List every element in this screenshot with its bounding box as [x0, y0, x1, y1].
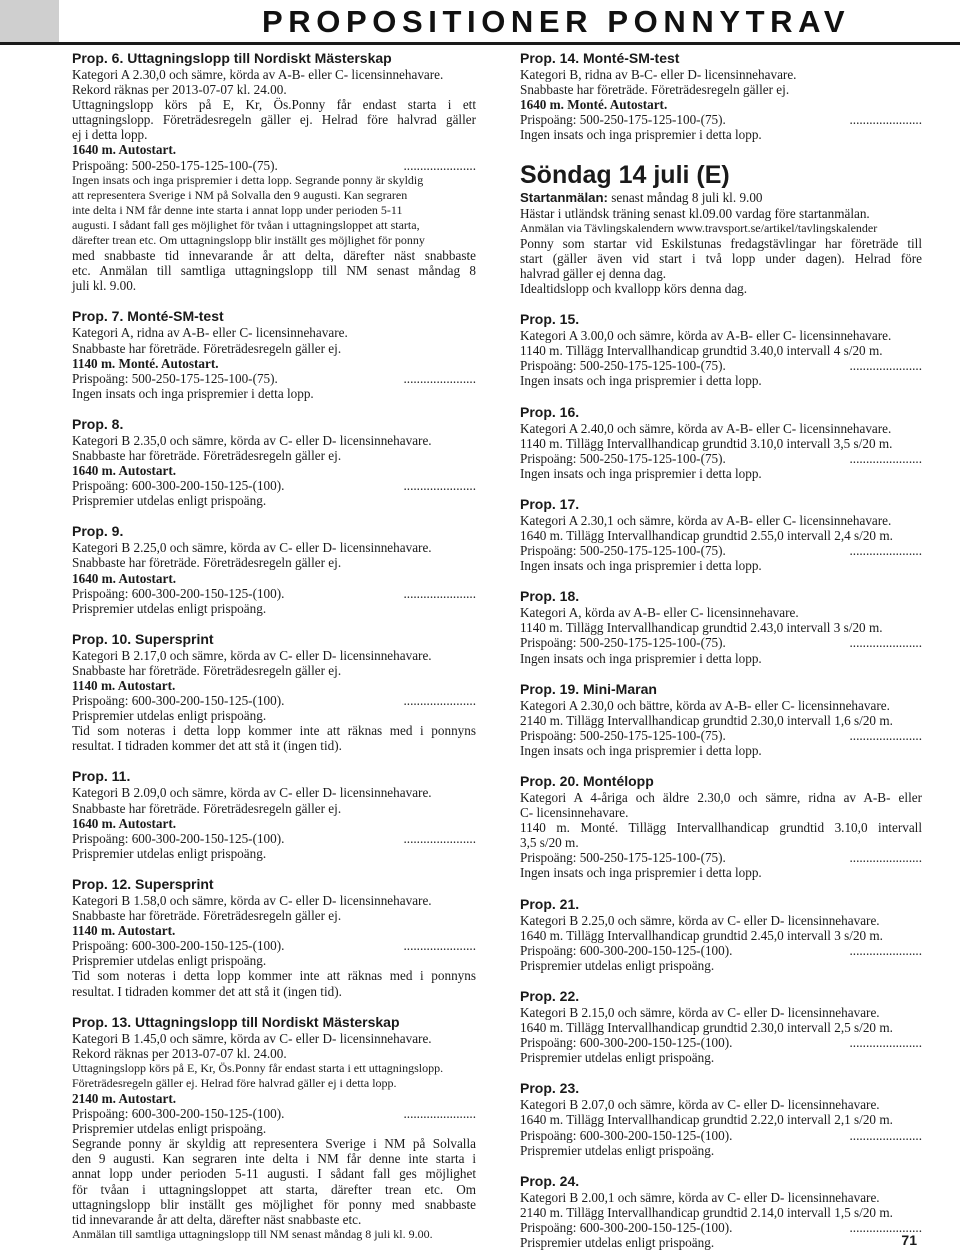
prop-line: Kategori A 2.30,0 och sämre, körda av A-B- eller C- licensinnehavare.: [72, 67, 444, 82]
prop-distance: 1640 m. Autostart.: [72, 142, 177, 158]
prizes-text: Prispoäng: 600-300-200-150-125-(100).: [72, 585, 285, 601]
prop-line: uttagningslopp blir inställt ges möjlighet för ponny med snabbaste: [72, 1196, 476, 1212]
prop-22: [520, 988, 922, 1065]
dots-leader: ......................: [403, 830, 476, 846]
prop-prizes: [520, 1035, 922, 1050]
prop-line: etc. Anmälan till samtliga uttagningslopp till NM senast måndag 8: [72, 263, 476, 279]
prop-line: Prispremier utdelas enligt prispoäng.: [72, 953, 267, 969]
prop-line: Ingen insats och inga prispremier i detta lopp.: [520, 373, 762, 389]
prop-title: Prop. 23.: [520, 1080, 580, 1097]
dots-leader: ......................: [849, 727, 922, 743]
prop-line: augusti. I sådant fall ges möjlighet för tvåan i uttagningsloppet att starta,: [72, 217, 420, 232]
prop-line: Uttagningslopp körs på E, Kr, Ös.Ponny får endast starta i ett: [72, 97, 476, 113]
prop-15: [520, 311, 922, 388]
prop-line: C- licensinnehavare.: [520, 805, 629, 821]
prop-line: Kategori A 2.40,0 och sämre, körda av A-B- eller C- licensinnehavare.: [520, 420, 892, 436]
prop-prizes: [72, 938, 476, 953]
race-day-line: Anmälan via Tävlingskalendern www.travsport.se/artikel/tavlingskalender: [520, 220, 878, 235]
prop-line: 1140 m. Tillägg Intervallhandicap grundtid 2.43,0 intervall 3 s/20 m.: [520, 620, 883, 636]
prop-title: Prop. 8.: [72, 415, 124, 432]
prop-line: Kategori B 2.25,0 och sämre, körda av C- eller D- licensinnehavare.: [520, 912, 880, 928]
right-column: [520, 50, 922, 1250]
prizes-text: Prispoäng: 600-300-200-150-125-(100).: [72, 478, 285, 494]
prop-line: 1640 m. Tillägg Intervallhandicap grundtid 2.45,0 intervall 3 s/20 m.: [520, 927, 883, 943]
prop-20: [520, 773, 922, 881]
prop-line: Kategori B 2.00,1 och sämre, körda av C- eller D- licensinnehavare.: [520, 1189, 880, 1205]
prop-prizes: [72, 831, 476, 846]
prop-distance: 1640 m. Monté. Autostart.: [520, 97, 668, 113]
dots-leader: ......................: [403, 585, 476, 601]
prop-prizes: [520, 850, 922, 865]
prop-title: Prop. 10. Supersprint: [72, 630, 214, 647]
prop-title: Prop. 16.: [520, 403, 580, 420]
race-day-line: start (gäller även vid start i två lopp under dagen). Helrad före: [520, 250, 922, 266]
prop-title: Prop. 11.: [72, 768, 131, 785]
prop-line: uttagningslopp. Företrädesregeln gäller ej. Helrad före halvrad gäller: [72, 112, 476, 128]
prop-line: Segrande ponny är skyldig att representera Sverige i NM på Solvalla: [72, 1136, 476, 1152]
dots-leader: ......................: [849, 1219, 922, 1235]
race-day-line: Hästar i utländsk träning senast kl.09.00 vardag före startanmälan.: [520, 205, 870, 221]
prop-11: [72, 768, 476, 860]
dots-leader: ......................: [849, 850, 922, 866]
prop-line: inte delta i NM får denne inte starta i annat lopp under perioden 5-11: [72, 202, 403, 217]
dots-leader: ......................: [849, 450, 922, 466]
prop-line: Kategori B 2.15,0 och sämre, körda av C- eller D- licensinnehavare.: [520, 1004, 880, 1020]
prop-line: Prispremier utdelas enligt prispoäng.: [72, 1121, 267, 1137]
prop-16: [520, 404, 922, 481]
prop-line: 1640 m. Tillägg Intervallhandicap grundtid 2.22,0 intervall 2,1 s/20 m.: [520, 1112, 893, 1128]
prop-line: Kategori B 2.07,0 och sämre, körda av C- eller D- licensinnehavare.: [520, 1097, 880, 1113]
prop-line: Ingen insats och inga prispremier i detta lopp.: [520, 650, 762, 666]
prop-line: Snabbaste har företräde. Företrädesregeln gäller ej.: [72, 662, 342, 678]
prop-line: Ingen insats och inga prispremier i detta lopp.: [520, 558, 762, 574]
prop-line: 2140 m. Tillägg Intervallhandicap grundtid 2.30,0 intervall 1,6 s/20 m.: [520, 712, 893, 728]
prop-line: Kategori B, ridna av B-C- eller D- licensinnehavare.: [520, 67, 797, 82]
dots-leader: ......................: [403, 478, 476, 494]
prop-line: Kategori A 2.30,1 och sämre, körda av A-B- eller C- licensinnehavare.: [520, 512, 892, 528]
prizes-text: Prispoäng: 600-300-200-150-125-(100).: [72, 830, 285, 846]
prop-distance: 1140 m. Autostart.: [72, 678, 176, 693]
prop-line: Kategori A, körda av A-B- eller C- licensinnehavare.: [520, 605, 799, 621]
prop-line: resultat. I tidraden kommer det att stå it (ingen tid).: [72, 738, 342, 754]
dots-leader: ......................: [403, 693, 476, 709]
dots-leader: ......................: [403, 1106, 476, 1122]
prizes-text: Prispoäng: 600-300-200-150-125-(100).: [72, 938, 285, 954]
prop-line: Prispremier utdelas enligt prispoäng.: [72, 493, 267, 509]
dots-leader: ......................: [849, 358, 922, 374]
prop-21: [520, 896, 922, 973]
startanmalan-value: senast måndag 8 juli kl. 9.00: [607, 190, 763, 206]
prizes-text: Prispoäng: 500-250-175-125-100-(75).: [520, 543, 726, 559]
prizes-text: Prispoäng: 600-300-200-150-125-(100).: [72, 693, 285, 709]
prop-title: Prop. 17.: [520, 495, 580, 512]
race-day-line: Ponny som startar vid Eskilstunas fredagstävlingar har företräde till: [520, 235, 922, 251]
prop-title: Prop. 14. Monté-SM-test: [520, 50, 680, 66]
prizes-text: Prispoäng: 500-250-175-125-100-(75).: [520, 635, 726, 651]
prop-line: Kategori B 1.45,0 och sämre, körda av C- eller D- licensinnehavare.: [72, 1030, 432, 1046]
prop-prizes: [520, 1220, 922, 1235]
prop-23: [520, 1080, 922, 1157]
prop-line: Kategori B 2.09,0 och sämre, körda av C- eller D- licensinnehavare.: [72, 785, 432, 801]
prop-line: den 9 augusti. Kan segraren inte delta i NM får denne inte starta i: [72, 1151, 476, 1167]
prop-line: Prispremier utdelas enligt prispoäng.: [520, 1234, 715, 1250]
header-rule: [0, 42, 960, 45]
prop-line: Kategori A 4-åriga och äldre 2.30,0 och sämre, ridna av A-B- eller: [520, 790, 922, 805]
prop-line: Prispremier utdelas enligt prispoäng.: [72, 708, 267, 724]
prop-distance: 1140 m. Monté. Autostart.: [72, 355, 219, 371]
prop-line: Anmälan till samtliga uttagningslopp till NM senast måndag 8 juli kl. 9.00.: [72, 1226, 433, 1241]
prop-line: därefter trean etc. Om uttagningslopp blir inställt ges möjlighet för ponny: [72, 233, 425, 248]
prop-prizes: [520, 1128, 922, 1143]
prop-12: [72, 876, 476, 999]
prop-distance: 1640 m. Autostart.: [72, 570, 177, 586]
prizes-text: Prispoäng: 500-250-175-125-100-(75).: [520, 358, 726, 374]
dots-leader: ......................: [849, 942, 922, 958]
race-day-block: [520, 160, 922, 296]
prop-title: Prop. 19. Mini-Maran: [520, 680, 657, 697]
prop-line: 1140 m. Monté. Tillägg Intervallhandicap grundtid 3.10,0 intervall: [520, 820, 922, 836]
prop-line: Ingen insats och inga prispremier i detta lopp. Segrande ponny är skyldig: [72, 172, 424, 187]
dots-leader: ......................: [849, 543, 922, 559]
prop-prizes: [72, 1106, 476, 1121]
prop-prizes: [520, 451, 922, 466]
prop-line: Kategori B 2.35,0 och sämre, körda av C- eller D- licensinnehavare.: [72, 432, 432, 448]
prop-distance: 1640 m. Autostart.: [72, 815, 177, 831]
prizes-text: Prispoäng: 600-300-200-150-125-(100).: [520, 1219, 733, 1235]
dots-leader: ......................: [849, 1035, 922, 1051]
prop-title: Prop. 24.: [520, 1172, 580, 1189]
prop-line: Rekord räknas per 2013-07-07 kl. 24.00.: [72, 82, 287, 98]
prop-line: tid innevarande år att delta, därefter näst snabbaste etc.: [72, 1211, 362, 1227]
prop-prizes: [520, 112, 922, 127]
prop-title: Prop. 13. Uttagningslopp till Nordiskt Mästerskap: [72, 1013, 400, 1030]
prop-line: Ingen insats och inga prispremier i detta lopp.: [72, 385, 314, 401]
prop-13: [72, 1014, 476, 1242]
prop-title: Prop. 7. Monté-SM-test: [72, 308, 224, 325]
prop-line: 1640 m. Tillägg Intervallhandicap grundtid 2.30,0 intervall 2,5 s/20 m.: [520, 1020, 893, 1036]
prop-title: Prop. 20. Montélopp: [520, 773, 654, 789]
prop-8: [72, 416, 476, 508]
prizes-text: Prispoäng: 500-250-175-125-100-(75).: [520, 727, 726, 743]
prop-line: Ingen insats och inga prispremier i detta lopp.: [520, 465, 762, 481]
dots-leader: ......................: [403, 157, 476, 173]
prop-10: [72, 631, 476, 754]
dots-leader: ......................: [403, 370, 476, 386]
prop-title: Prop. 12. Supersprint: [72, 875, 214, 892]
prop-line: Snabbaste har företräde. Företrädesregeln gäller ej.: [72, 800, 342, 816]
prop-17: [520, 496, 922, 573]
prop-prizes: [72, 586, 476, 601]
prizes-text: Prispoäng: 600-300-200-150-125-(100).: [520, 1127, 733, 1143]
prop-prizes: [72, 478, 476, 493]
prop-line: Kategori B 2.17,0 och sämre, körda av C- eller D- licensinnehavare.: [72, 647, 432, 663]
prop-line: att representera Sverige i NM på Solvalla den 9 augusti. Kan segraren: [72, 187, 408, 202]
prop-line: Företrädesregeln gäller ej. Helrad före halvrad gäller ej i detta lopp.: [72, 1075, 397, 1090]
prop-line: 1140 m. Tillägg Intervallhandicap grundtid 3.40,0 intervall 4 s/20 m.: [520, 343, 883, 359]
prop-line: Prispremier utdelas enligt prispoäng.: [520, 957, 715, 973]
prop-line: ej i detta lopp.: [72, 127, 148, 143]
prop-line: 3,5 s/20 m.: [520, 835, 579, 851]
race-day-line: Idealtidslopp och kvallopp körs denna dag.: [520, 281, 748, 297]
prop-7: [72, 308, 476, 400]
prop-prizes: [72, 693, 476, 708]
prop-prizes: [520, 943, 922, 958]
prop-line: 1640 m. Tillägg Intervallhandicap grundtid 2.55,0 intervall 2,4 s/20 m.: [520, 527, 893, 543]
prop-title: Prop. 21.: [520, 895, 580, 912]
race-day-title: Söndag 14 juli (E): [520, 161, 730, 190]
prop-line: Rekord räknas per 2013-07-07 kl. 24.00.: [72, 1045, 287, 1061]
dots-leader: ......................: [849, 1127, 922, 1143]
prop-line: för tvåan i uttagningsloppet att starta, därefter trean etc. Om: [72, 1181, 476, 1197]
prop-prizes: [72, 158, 476, 173]
dots-leader: ......................: [849, 112, 922, 128]
prop-title: Prop. 18.: [520, 588, 580, 605]
prop-line: Snabbaste har företräde. Företrädesregeln gäller ej.: [72, 340, 342, 356]
race-day-line: halvrad gäller ej denna dag.: [520, 265, 667, 281]
prop-19: [520, 681, 922, 758]
prizes-text: Prispoäng: 600-300-200-150-125-(100).: [520, 942, 733, 958]
prop-24: [520, 1173, 922, 1250]
left-column: [72, 50, 476, 1242]
prop-line: Kategori B 1.58,0 och sämre, körda av C- eller D- licensinnehavare.: [72, 892, 432, 908]
prop-prizes: [520, 635, 922, 650]
page-number: 71: [901, 1232, 917, 1248]
prop-line: Snabbaste har företräde. Företrädesregeln gäller ej.: [520, 82, 790, 98]
prop-prizes: [520, 728, 922, 743]
prop-line: Ingen insats och inga prispremier i detta lopp.: [520, 865, 762, 881]
prop-line: annat lopp under perioden 5-11 augusti. I sådant fall ges möjlighet: [72, 1166, 476, 1182]
prizes-text: Prispoäng: 600-300-200-150-125-(100).: [72, 1106, 285, 1122]
prop-line: med snabbaste tid innevarande år att delta, därefter näst snabbaste: [72, 248, 476, 264]
startanmalan-line: [520, 190, 922, 205]
prop-line: 1140 m. Tillägg Intervallhandicap grundtid 3.10,0 intervall 3,5 s/20 m.: [520, 435, 893, 451]
prop-line: Tid som noteras i detta lopp kommer inte att räknas med i ponnyns: [72, 723, 476, 739]
prizes-text: Prispoäng: 500-250-175-125-100-(75).: [72, 157, 278, 173]
prop-18: [520, 588, 922, 665]
prop-line: resultat. I tidraden kommer det att stå it (ingen tid).: [72, 983, 342, 999]
prop-prizes: [520, 358, 922, 373]
dots-leader: ......................: [849, 635, 922, 651]
prop-line: Kategori A 2.30,0 och bättre, körda av A-B- eller C- licensinnehavare.: [520, 697, 890, 713]
prop-title: Prop. 9.: [72, 523, 124, 540]
page-header-title: PROPOSITIONER PONNYTRAV: [262, 4, 851, 39]
prop-line: Tid som noteras i detta lopp kommer inte att räknas med i ponnyns: [72, 968, 476, 984]
prop-line: Kategori B 2.25,0 och sämre, körda av C- eller D- licensinnehavare.: [72, 540, 432, 556]
prizes-text: Prispoäng: 600-300-200-150-125-(100).: [520, 1035, 733, 1051]
prop-distance: 1640 m. Autostart.: [72, 463, 177, 479]
prop-distance: 2140 m. Autostart.: [72, 1090, 177, 1106]
prop-line: Prispremier utdelas enligt prispoäng.: [520, 1050, 715, 1066]
prop-line: Prispremier utdelas enligt prispoäng.: [520, 1142, 715, 1158]
prizes-text: Prispoäng: 500-250-175-125-100-(75).: [520, 850, 726, 866]
prop-line: Ingen insats och inga prispremier i detta lopp.: [520, 127, 762, 143]
corner-tab: [0, 0, 59, 44]
prop-title: Prop. 6. Uttagningslopp till Nordiskt Mästerskap: [72, 50, 392, 66]
prop-line: juli kl. 9.00.: [72, 278, 137, 294]
prop-14: [520, 50, 922, 142]
dots-leader: ......................: [403, 938, 476, 954]
prop-distance: 1140 m. Autostart.: [72, 923, 176, 939]
prop-6: [72, 50, 476, 293]
prop-prizes: [520, 543, 922, 558]
prop-prizes: [72, 371, 476, 386]
prop-line: 2140 m. Tillägg Intervallhandicap grundtid 2.14,0 intervall 1,5 s/20 m.: [520, 1204, 893, 1220]
startanmalan-label: Startanmälan:: [520, 190, 608, 206]
prop-title: Prop. 22.: [520, 987, 580, 1004]
prop-line: Snabbaste har företräde. Företrädesregeln gäller ej.: [72, 908, 342, 924]
prop-line: Uttagningslopp körs på E, Kr, Ös.Ponny får endast starta i ett uttagningslopp.: [72, 1060, 444, 1075]
prizes-text: Prispoäng: 500-250-175-125-100-(75).: [520, 112, 726, 128]
prop-title: Prop. 15.: [520, 311, 580, 328]
prop-line: Snabbaste har företräde. Företrädesregeln gäller ej.: [72, 555, 342, 571]
prop-line: Kategori A 3.00,0 och sämre, körda av A-B- eller C- licensinnehavare.: [520, 328, 892, 344]
prop-line: Prispremier utdelas enligt prispoäng.: [72, 600, 267, 616]
prop-9: [72, 523, 476, 615]
prop-line: Prispremier utdelas enligt prispoäng.: [72, 845, 267, 861]
prop-line: Ingen insats och inga prispremier i detta lopp.: [520, 742, 762, 758]
prop-line: Snabbaste har företräde. Företrädesregeln gäller ej.: [72, 447, 342, 463]
prizes-text: Prispoäng: 500-250-175-125-100-(75).: [520, 450, 726, 466]
prop-line: Kategori A, ridna av A-B- eller C- licensinnehavare.: [72, 325, 348, 341]
prizes-text: Prispoäng: 500-250-175-125-100-(75).: [72, 370, 278, 386]
